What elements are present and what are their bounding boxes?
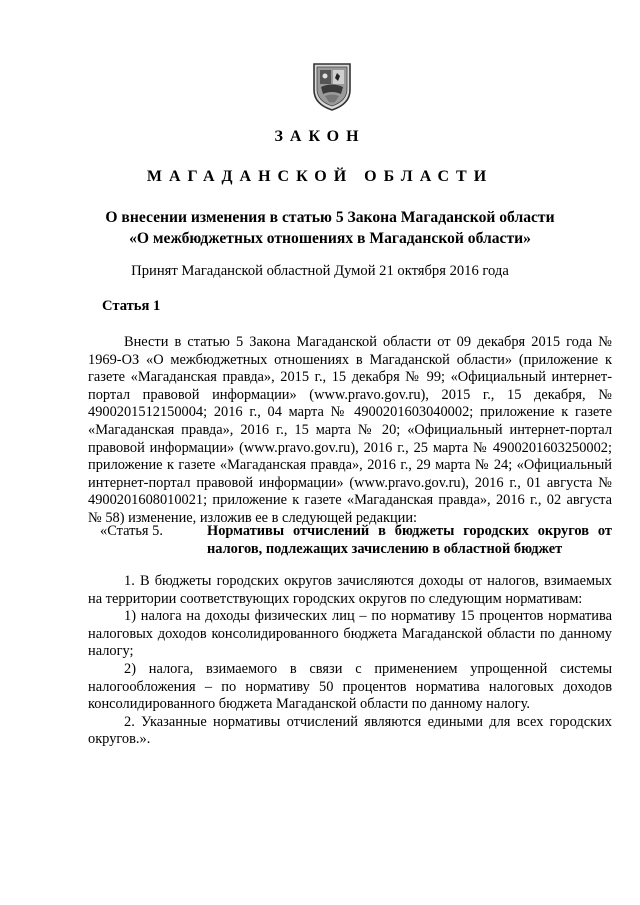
new-article-label: «Статья 5. <box>100 523 163 539</box>
list-item: 2) налога, взимаемого в связи с применением упрощенной системы налогообложения – по нормативу 50 процентов норматива налоговых доходов консолидированного бюджета Магаданской области по данному налогу. <box>88 660 612 713</box>
intro-paragraph: Внести в статью 5 Закона Магаданской области от 09 декабря 2015 года № 1969-ОЗ «О межбюджетных отношениях в Магаданской области» (приложение к газете «Магаданская правда», 2015 г., 15 декабря № 99; «Официальный интернет-портал правовой информации» (www.pravo.gov.ru), 2015 г., 15 декабря, № 4900201512150004; 2016 г., 04 марта № 4900201603040002; приложение к газете «Магаданская правда», 2016 г., 15 марта № 20; «Официальный интернет-портал правовой информации» (www.pravo.gov.ru), 2016 г., 25 марта № 4900201603250002; приложение к газете «Магаданская правда», 2016 г., 29 марта № 24; «Официальный интернет-портал правовой информации» (www.pravo.gov.ru), 2016 г., 01 августа № 4900201608010021; приложение к газете «Магаданская правда», 2016 г., 02 августа № 58) изменение, изложив ее в следующей редакции: <box>88 334 612 526</box>
new-article-title: Нормативы отчислений в бюджеты городских округов от налогов, подлежащих зачислению в областной бюджет <box>207 523 612 557</box>
list-item: 1) налога на доходы физических лиц – по нормативу 15 процентов норматива налоговых доходов консолидированного бюджета Магаданской области по данному налогу; <box>88 608 612 660</box>
document-type-title: ЗАКОН <box>274 128 366 145</box>
issuer-title: МАГАДАНСКОЙ ОБЛАСТИ <box>146 168 494 185</box>
coat-of-arms-icon <box>311 60 353 112</box>
article-items <box>88 573 612 749</box>
list-item: 1. В бюджеты городских округов зачисляются доходы от налогов, взимаемых на территории соответствующих городских округов по следующим нормативам: <box>88 573 612 607</box>
law-subject-line1: О внесении изменения в статью 5 Закона Магаданской области <box>105 209 555 226</box>
list-item: 2. Указанные нормативы отчислений являются едиными для всех городских округов.». <box>88 713 612 748</box>
adoption-line: Принят Магаданской областной Думой 21 октября 2016 года <box>131 263 509 279</box>
law-subject-line2: «О межбюджетных отношениях в Магаданской области» <box>129 230 531 247</box>
law-subject <box>60 207 600 249</box>
intro-block <box>88 334 612 528</box>
article-heading: Статья 1 <box>102 298 161 314</box>
